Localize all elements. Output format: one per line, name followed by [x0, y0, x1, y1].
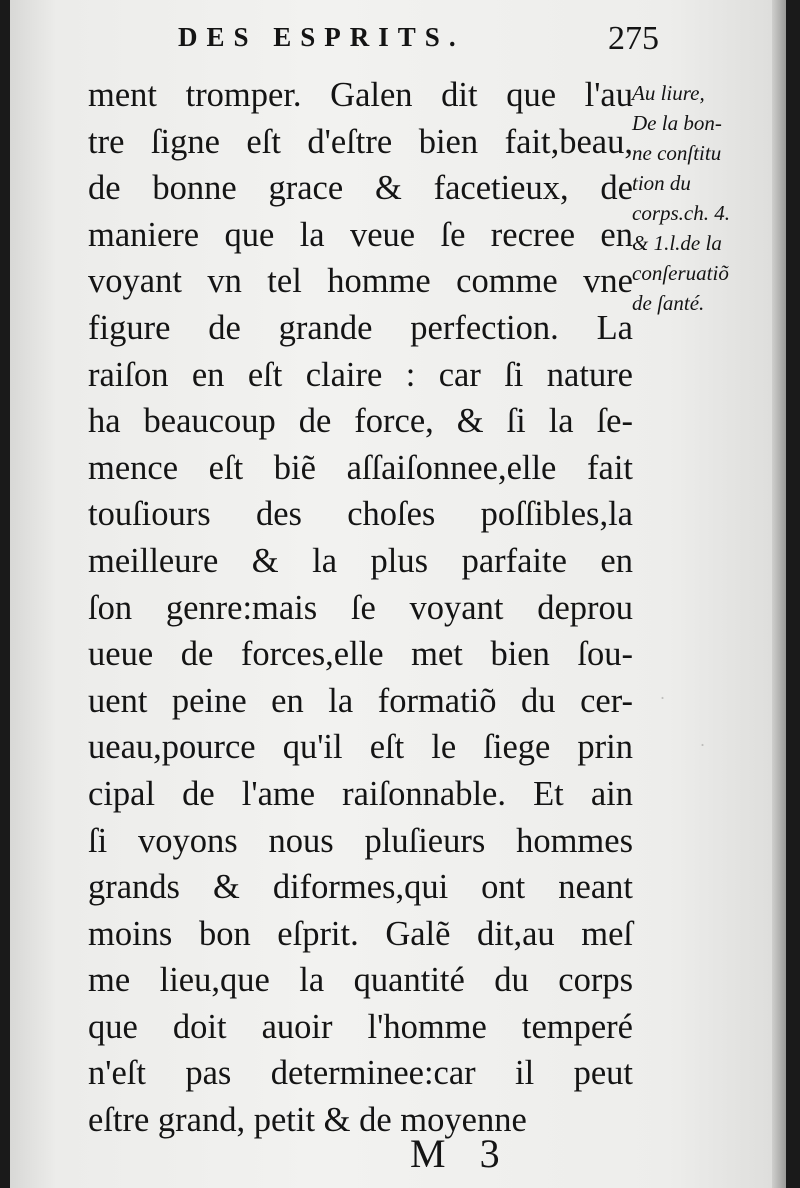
signature-mark: M 3 — [410, 1131, 512, 1176]
margin-note-line: Au liure, — [632, 81, 705, 105]
book-page — [10, 0, 786, 1188]
text-line: ment tromper. Galen dit que l'au — [88, 76, 633, 114]
text-line: n'eſt pas determinee:car il peut — [88, 1054, 633, 1093]
text-line: uent peine en la formatiõ du cer- — [88, 681, 633, 720]
text-line: me lieu,que la quantité du corps — [88, 961, 633, 1000]
text-line: meilleure & la plus parfaite en — [88, 541, 633, 580]
text-line: moins bon eſprit. Galẽ dit,au meſ — [88, 914, 633, 953]
text-line: grands & diformes,qui ont neant — [88, 868, 633, 907]
text-line: eſtre grand, petit & de moyenne — [88, 1101, 527, 1140]
margin-note-line: de ſanté. — [632, 291, 705, 315]
margin-note-line: conſeruatiõ — [632, 261, 729, 285]
text-line: ſon genre:mais ſe voyant deprou — [88, 588, 633, 627]
margin-note-line: ne conſtitu — [632, 141, 722, 165]
text-line: ſi voyons nous pluſieurs hommes — [88, 821, 633, 860]
margin-note-line: tion du — [632, 171, 691, 195]
text-line: raiſon en eſt claire : car ſi nature — [88, 355, 633, 394]
text-line: voyant vn tel homme comme vne — [88, 262, 633, 301]
text-line: figure de grande perfection. La — [88, 308, 633, 347]
text-line: ueue de forces,elle met bien ſou- — [88, 635, 633, 674]
show-through-text: · — [700, 735, 705, 755]
margin-note-line: De la bon- — [632, 111, 722, 135]
page-number: 275 — [608, 20, 659, 57]
running-head: DES ESPRITS. — [178, 22, 465, 52]
text-line: maniere que la veue ſe recree en — [88, 215, 633, 254]
text-line: mence eſt biẽ aſſaiſonnee,elle fait — [88, 448, 633, 487]
margin-note-line: corps.ch. 4. — [632, 201, 730, 225]
text-line: tre ſigne eſt d'eſtre bien fait,beau, — [88, 122, 633, 161]
margin-note-line: & 1.l.de la — [632, 231, 722, 255]
text-line: ueau,pource qu'il eſt le ſiege prin — [88, 728, 633, 767]
text-line: de bonne grace & facetieux, de — [88, 169, 633, 208]
text-line: ha beaucoup de force, & ſi la ſe- — [88, 402, 633, 441]
margin-note — [632, 78, 780, 318]
text-line: que doit auoir l'homme temperé — [88, 1007, 633, 1046]
show-through-text: · — [660, 688, 665, 708]
text-line: cipal de l'ame raiſonnable. Et ain — [88, 774, 633, 813]
text-line: touſiours des choſes poſſibles,la — [88, 495, 633, 534]
body-text — [88, 72, 633, 1144]
